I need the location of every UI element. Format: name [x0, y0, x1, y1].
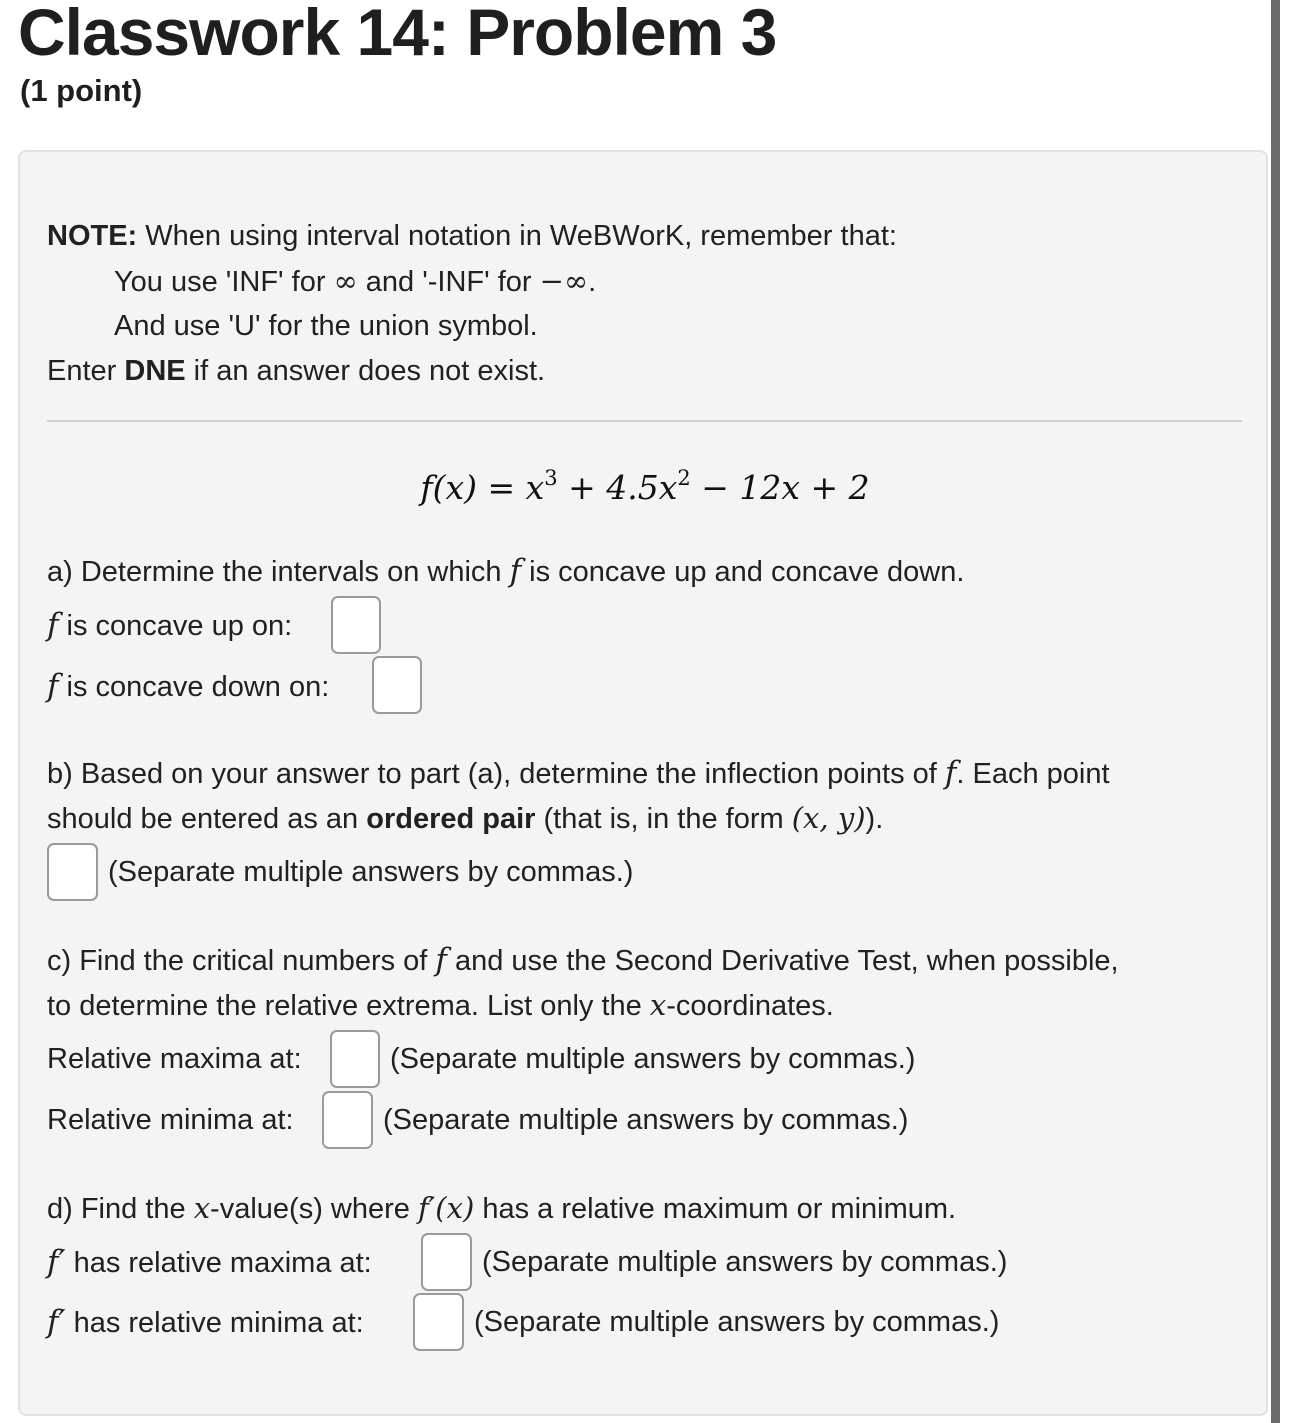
note-label: NOTE:: [47, 220, 138, 252]
relative-minima-input[interactable]: [322, 1091, 373, 1149]
fprime-maxima-label: [47, 1244, 372, 1281]
inflection-points-input[interactable]: [47, 843, 98, 901]
part-c-line2-start: to determine the relative extrema. List only the: [47, 990, 650, 1022]
part-c-line2-end: -coordinates.: [666, 990, 834, 1022]
part-b-line1: [47, 755, 1110, 792]
fprime-maxima-hint: (Separate multiple answers by commas.): [482, 1246, 1008, 1278]
part-d-end: has a relative maximum or minimum.: [474, 1193, 957, 1225]
ordered-pair-bold: ordered pair: [366, 803, 536, 835]
part-a-start: a) Determine the intervals on which: [47, 556, 510, 588]
dne-bold: DNE: [124, 355, 186, 387]
x-symbol: x: [649, 988, 667, 1022]
inf-line: [114, 263, 596, 300]
fprime-minima-label: [47, 1304, 364, 1341]
part-d-question: [47, 1190, 956, 1227]
f-symbol: f: [944, 755, 957, 791]
dne-end: if an answer does not exist.: [185, 355, 546, 387]
part-c-line1: [47, 942, 1119, 979]
concave-down-input[interactable]: [372, 656, 422, 714]
relative-minima-label: Relative minima at:: [47, 1104, 294, 1136]
function-formula: [0, 468, 1290, 507]
fprime-minima-input[interactable]: [413, 1293, 464, 1351]
part-b-line2: [47, 800, 883, 837]
inf-line-start: You use 'INF' for: [114, 266, 334, 298]
relative-maxima-input[interactable]: [330, 1030, 380, 1088]
formula-exp1: 3: [544, 466, 558, 490]
concave-down-text: is concave down on:: [58, 671, 330, 703]
fprime-maxima-input[interactable]: [421, 1233, 472, 1291]
part-b-line2-mid: (that is, in the form: [535, 803, 792, 835]
fprime-minima-text: has relative minima at:: [65, 1307, 364, 1339]
points-label: (1 point): [20, 73, 143, 108]
part-d-mid: -value(s) where: [210, 1193, 418, 1225]
part-c-line2: [47, 987, 834, 1024]
relative-maxima-label: Relative maxima at:: [47, 1043, 302, 1075]
f-symbol: f: [47, 668, 59, 704]
x-symbol: x: [193, 1191, 211, 1225]
inf-line-mid: and '-INF' for: [357, 266, 540, 298]
part-b-line1-end: . Each point: [956, 758, 1110, 790]
inflection-hint: (Separate multiple answers by commas.): [108, 856, 634, 888]
formula-mid: + 4.5x: [557, 468, 678, 507]
part-b-line2-end: ).: [865, 803, 884, 835]
relative-maxima-hint: (Separate multiple answers by commas.): [390, 1043, 916, 1075]
note-text: When using interval notation in WeBWorK, remember that:: [137, 220, 897, 252]
page-title: Classwork 14: Problem 3: [18, 0, 777, 69]
part-a-end: is concave up and concave down.: [521, 556, 965, 588]
union-line: And use 'U' for the union symbol.: [114, 310, 538, 342]
fprime-symbol: f′: [47, 1244, 66, 1280]
fprime-x: f′(x): [417, 1191, 475, 1225]
fprime-maxima-text: has relative maxima at:: [65, 1247, 372, 1279]
concave-up-input[interactable]: [331, 596, 381, 654]
infinity-symbol: ∞: [333, 264, 358, 298]
concave-up-text: is concave up on:: [58, 610, 293, 642]
f-symbol: f: [509, 553, 522, 589]
formula-lhs: f(x) = x: [420, 468, 545, 507]
part-b-line1-start: b) Based on your answer to part (a), determine the inflection points of: [47, 758, 945, 790]
note-line: [47, 218, 897, 254]
formula-rhs: − 12x + 2: [690, 468, 870, 507]
fprime-minima-hint: (Separate multiple answers by commas.): [474, 1306, 1000, 1338]
separator: [47, 420, 1242, 422]
part-d-start: d) Find the: [47, 1193, 194, 1225]
fprime-symbol: f′: [47, 1304, 66, 1340]
dne-line: [47, 353, 545, 389]
f-symbol: f: [47, 607, 59, 643]
xy-pair: (x, y): [791, 801, 866, 835]
part-c-line1-end: and use the Second Derivative Test, when possible,: [446, 945, 1119, 977]
formula-exp2: 2: [677, 466, 691, 490]
concave-up-label: [47, 607, 292, 644]
part-b-line2-start: should be entered as an: [47, 803, 367, 835]
inf-line-end: .: [588, 266, 597, 298]
f-symbol: f: [435, 942, 447, 978]
concave-down-label: [47, 668, 329, 705]
part-c-line1-start: c) Find the critical numbers of: [47, 945, 436, 977]
neg-infinity-symbol: −∞: [539, 264, 589, 298]
relative-minima-hint: (Separate multiple answers by commas.): [383, 1104, 909, 1136]
dne-start: Enter: [47, 355, 125, 387]
part-a-question: [47, 553, 964, 590]
window-edge: [1271, 0, 1280, 1423]
